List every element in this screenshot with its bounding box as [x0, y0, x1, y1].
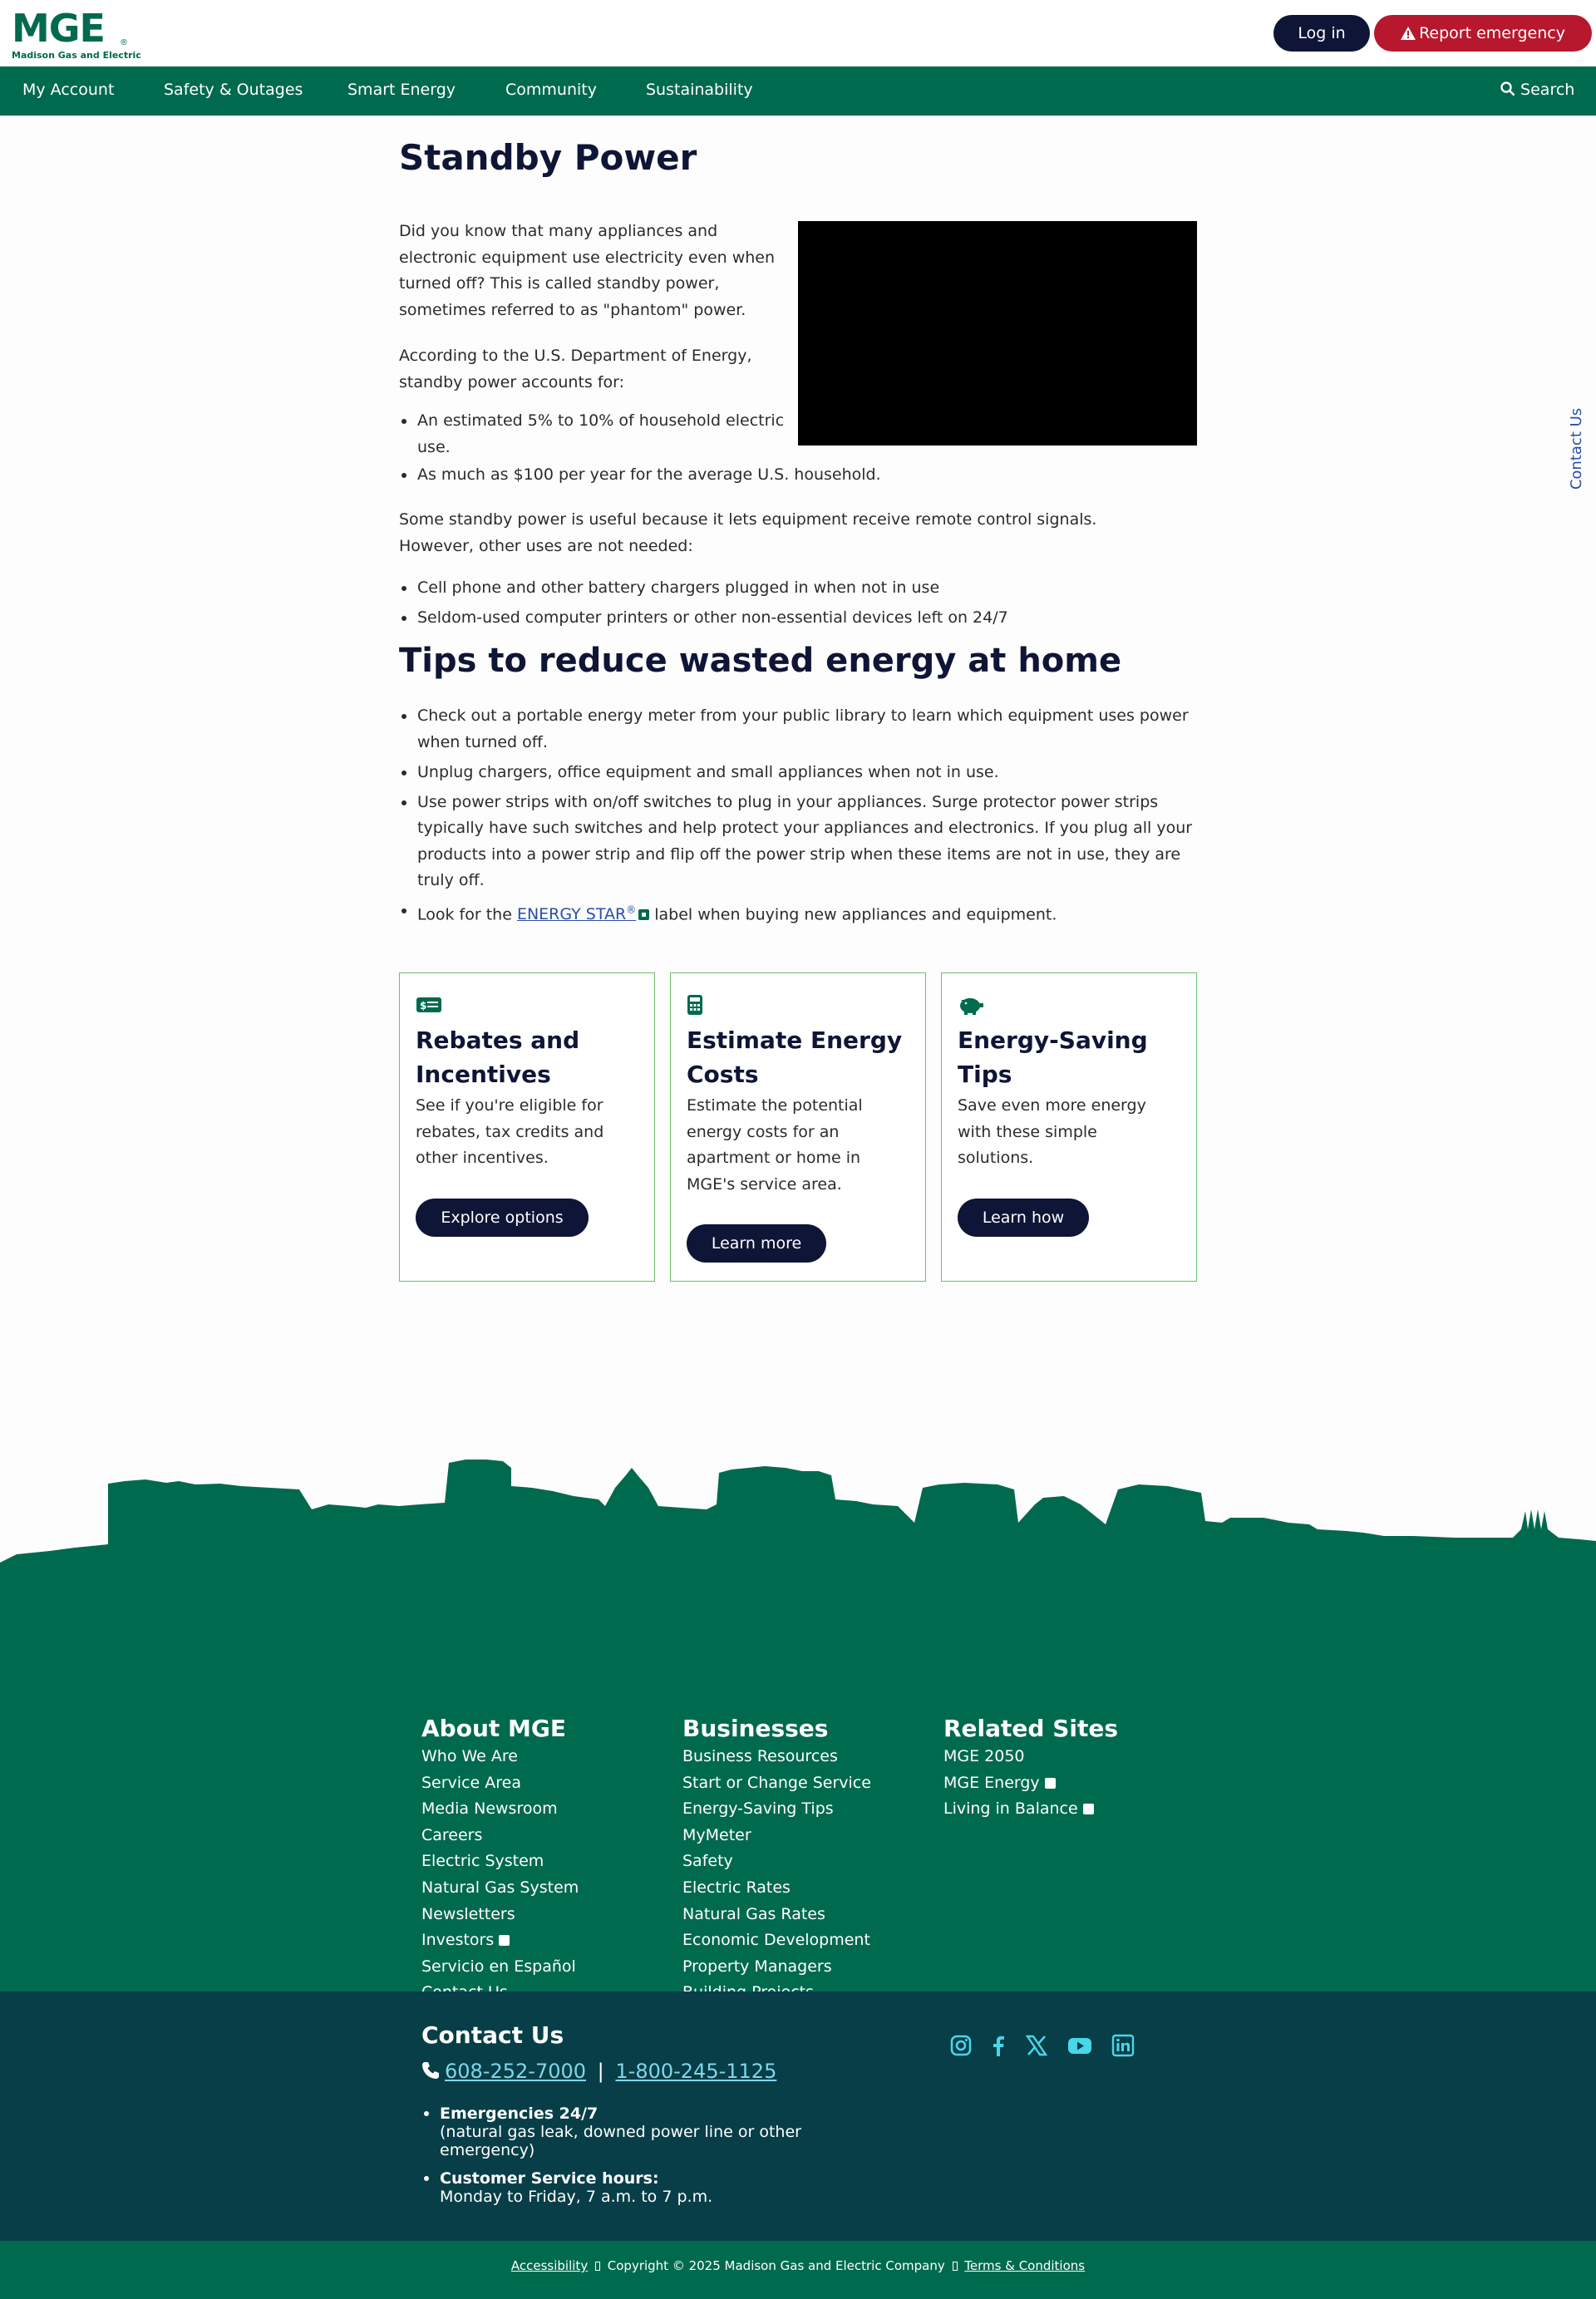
card-estimate-costs — [670, 972, 926, 1282]
facebook-icon[interactable] — [986, 2033, 1011, 2058]
footer-link-newsletters[interactable]: Newsletters — [421, 1904, 515, 1923]
nav-smart-energy[interactable]: Smart Energy — [347, 81, 456, 99]
footer-link-service-area[interactable]: Service Area — [421, 1773, 521, 1792]
footer-link-careers[interactable]: Careers — [421, 1825, 483, 1844]
footer-link-electric-rates[interactable]: Electric Rates — [682, 1878, 791, 1897]
external-link-icon — [499, 1935, 510, 1946]
list-item: Cell phone and other battery chargers plugged in when not in use — [399, 575, 1147, 602]
tips-list — [399, 703, 1197, 928]
footer-link-property-managers[interactable]: Property Managers — [682, 1957, 832, 1976]
legal-divider — [595, 2262, 600, 2271]
terms-link[interactable]: Terms & Conditions — [964, 2258, 1086, 2273]
footer-link-mge-energy[interactable] — [943, 1770, 1118, 1797]
card-text: See if you're eligible for rebates, tax credits and other incentives. — [416, 1096, 604, 1167]
warning-icon — [1401, 27, 1416, 40]
nav-sustainability[interactable]: Sustainability — [646, 81, 753, 99]
legal-divider — [953, 2262, 958, 2271]
footer-link-living-in-balance[interactable] — [943, 1796, 1118, 1823]
doe-list — [399, 408, 790, 460]
phone-link-local[interactable]: 608-252-7000 — [445, 2060, 587, 2083]
emergencies-text: (natural gas leak, downed power line or other emergency) — [440, 2123, 801, 2159]
card-title: Energy-Saving Tips — [958, 1026, 1148, 1088]
contact-phones — [421, 2060, 776, 2083]
unneeded-list — [399, 575, 1147, 632]
calculator-icon — [687, 995, 713, 1015]
copyright-text: Copyright © 2025 Madison Gas and Electric Company — [607, 2258, 945, 2273]
list-item — [399, 898, 1197, 928]
footer-link-investors[interactable] — [421, 1927, 579, 1954]
contact-us-side-tab-label: Contact Us — [1568, 407, 1585, 490]
footer-heading: Businesses — [682, 1715, 829, 1742]
intro-paragraph: Did you know that many appliances and electronic equipment use electricity even when turned off? This is called standby power, sometimes referred to as "phantom" power. — [399, 222, 776, 319]
list-item: Check out a portable energy meter from your public library to learn which equipment uses power when turned off. — [399, 703, 1197, 756]
footer-link-living-in-balance-label: Living in Balance — [943, 1799, 1078, 1819]
footer-link-mge-energy-label: MGE Energy — [943, 1773, 1040, 1792]
energy-star-link[interactable] — [517, 905, 636, 923]
footer-link-electric-system[interactable]: Electric System — [421, 1852, 544, 1871]
list-item: Unplug chargers, office equipment and small appliances when not in use. — [399, 760, 1197, 786]
youtube-icon[interactable] — [1067, 2033, 1092, 2058]
phone-icon — [421, 2061, 440, 2080]
footer-link-energy-saving-tips[interactable]: Energy-Saving Tips — [682, 1799, 834, 1819]
contact-hours — [421, 2169, 854, 2206]
footer-link-mge-2050[interactable]: MGE 2050 — [943, 1747, 1025, 1765]
footer-link-who-we-are[interactable]: Who We Are — [421, 1747, 518, 1765]
footer-link-economic-development[interactable]: Economic Development — [682, 1931, 870, 1950]
learn-more-button[interactable]: Learn more — [687, 1224, 826, 1263]
tips-heading: Tips to reduce wasted energy at home — [399, 642, 1122, 680]
mge-logo[interactable] — [12, 5, 141, 62]
explore-options-button[interactable]: Explore options — [416, 1199, 589, 1237]
footer-link-servicio[interactable]: Servicio en Español — [421, 1957, 576, 1976]
logo-subtitle: Madison Gas and Electric — [12, 50, 141, 61]
doe-paragraph: According to the U.S. Department of Energy, standby power accounts for: — [399, 347, 752, 391]
main-nav — [0, 66, 1596, 116]
search-button[interactable] — [1500, 66, 1574, 116]
contact-us-side-tab[interactable] — [1563, 391, 1596, 507]
hours-title: Customer Service hours: — [440, 2169, 659, 2188]
learn-how-button[interactable]: Learn how — [958, 1199, 1089, 1237]
page-title: Standby Power — [399, 137, 697, 178]
footer-heading: Related Sites — [943, 1715, 1119, 1742]
footer-link-business-resources[interactable]: Business Resources — [682, 1747, 838, 1765]
report-emergency-button[interactable] — [1374, 15, 1592, 52]
nav-my-account[interactable]: My Account — [22, 81, 115, 99]
list-item: As much as $100 per year for the average U.S. household. — [399, 462, 981, 489]
tip-4-prefix: Look for the — [417, 905, 517, 924]
contact-details — [421, 2105, 854, 2206]
card-rebates — [399, 972, 655, 1282]
footer-link-mymeter[interactable]: MyMeter — [682, 1825, 751, 1844]
contact-heading: Contact Us — [421, 2021, 564, 2049]
svg-text:$: $ — [420, 1000, 427, 1012]
logo-wordmark: MGE — [12, 6, 105, 51]
card-title: Rebates and Incentives — [416, 1026, 580, 1088]
footer-heading: About MGE — [421, 1715, 566, 1742]
piggy-bank-icon — [958, 995, 984, 1015]
card-title: Estimate Energy Costs — [687, 1026, 903, 1088]
tip-4-suffix: label when buying new appliances and equipment. — [649, 905, 1057, 924]
instagram-icon[interactable] — [948, 2033, 973, 2058]
search-label: Search — [1520, 81, 1575, 99]
legal-bar — [0, 2241, 1596, 2299]
site-header — [0, 0, 1596, 66]
external-link-icon — [638, 909, 649, 920]
phone-separator: | — [597, 2060, 604, 2083]
card-energy-saving-tips — [941, 972, 1197, 1282]
emergencies-title: Emergencies 24/7 — [440, 2105, 598, 2123]
report-emergency-label: Report emergency — [1419, 24, 1565, 42]
linkedin-icon[interactable] — [1111, 2033, 1135, 2058]
money-icon — [416, 995, 442, 1015]
external-link-icon — [1045, 1778, 1056, 1789]
footer-link-investors-label: Investors — [421, 1931, 495, 1950]
doe-list-2 — [399, 462, 981, 489]
external-link-icon — [1083, 1804, 1094, 1814]
hours-text: Monday to Friday, 7 a.m. to 7 p.m. — [440, 2188, 713, 2206]
energy-star-reg: ® — [626, 904, 637, 916]
useful-paragraph: Some standby power is useful because it lets equipment receive remote control signals. However, other uses are not needed: — [399, 510, 1097, 555]
footer-link-safety[interactable]: Safety — [682, 1852, 733, 1871]
footer-related-sites — [943, 1712, 1118, 1823]
nav-community[interactable]: Community — [505, 81, 597, 99]
footer-about — [421, 1712, 579, 2006]
video-player[interactable] — [798, 221, 1197, 446]
footer-link-natural-gas-system[interactable]: Natural Gas System — [421, 1878, 579, 1897]
logo-registered: ® — [120, 38, 128, 47]
footer-link-media-newsroom[interactable]: Media Newsroom — [421, 1799, 558, 1819]
x-icon[interactable] — [1024, 2033, 1049, 2058]
footer-businesses — [682, 1712, 871, 2033]
search-icon — [1500, 81, 1515, 96]
footer-link-start-change-service[interactable]: Start or Change Service — [682, 1773, 871, 1792]
footer-link-natural-gas-rates[interactable]: Natural Gas Rates — [682, 1904, 825, 1923]
list-item: Seldom-used computer printers or other non-essential devices left on 24/7 — [399, 605, 1147, 632]
phone-link-tollfree[interactable]: 1-800-245-1125 — [615, 2060, 777, 2083]
login-button[interactable]: Log in — [1273, 15, 1370, 52]
contact-emergencies — [421, 2105, 854, 2159]
card-text: Save even more energy with these simple solutions. — [958, 1096, 1146, 1167]
energy-star-link-text: ENERGY STAR — [516, 905, 627, 924]
accessibility-link[interactable]: Accessibility — [510, 2258, 589, 2273]
nav-safety-outages[interactable]: Safety & Outages — [164, 81, 303, 99]
list-item: An estimated 5% to 10% of household electric use. — [399, 408, 790, 460]
card-text: Estimate the potential energy costs for an apartment or home in MGE's service area. — [687, 1096, 863, 1194]
list-item: Use power strips with on/off switches to plug in your appliances. Surge protector power strips typically have such switches and help protect your appliances and electronics. If you plug all your products into a power strip and flip off the power strip when these items are not in use, they are truly off. — [399, 790, 1197, 894]
